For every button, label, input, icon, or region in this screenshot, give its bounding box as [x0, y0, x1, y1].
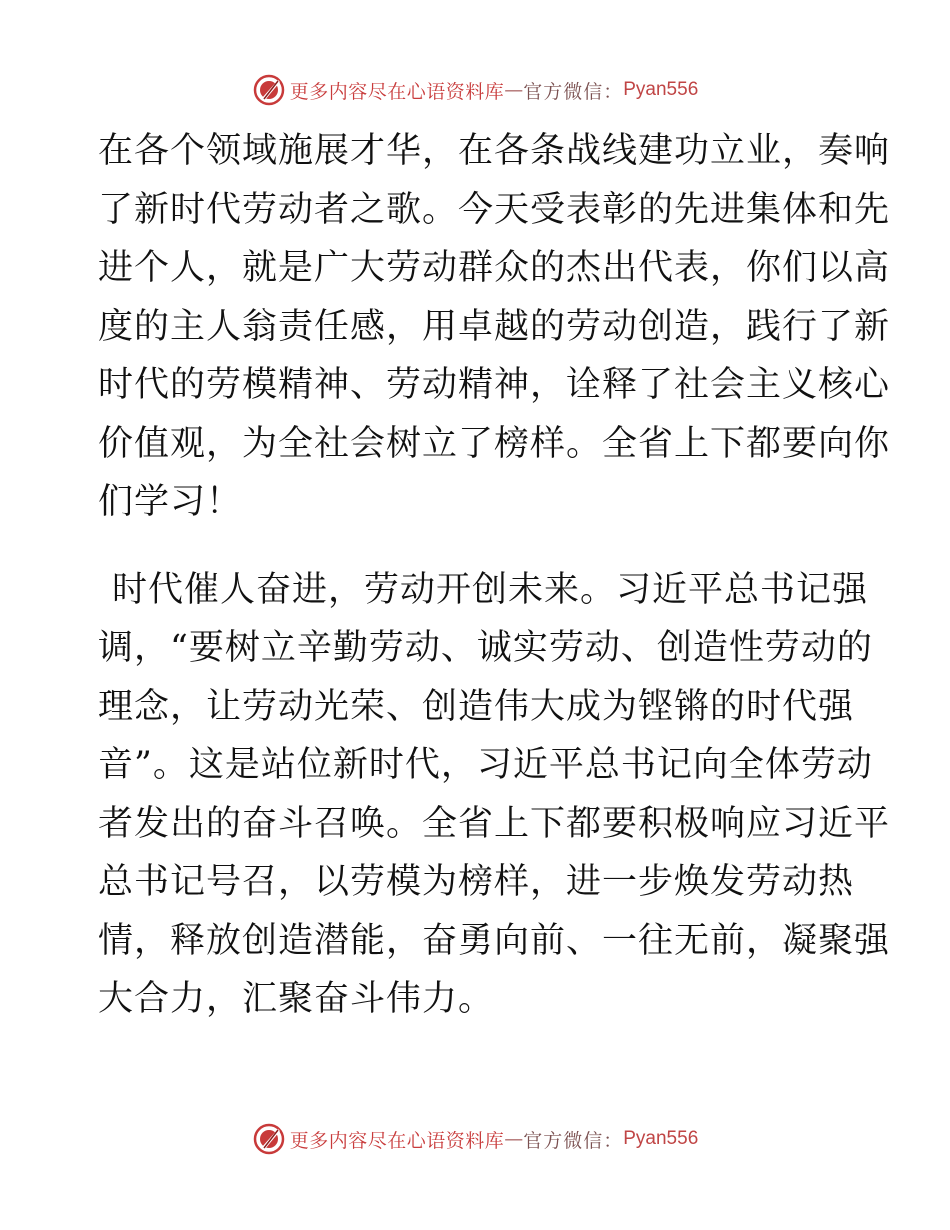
paragraph-2: [98, 561, 891, 1029]
text-line: 们学习！: [98, 482, 243, 522]
text-line: 者发出的奋斗召唤。全省上下都要积极响应习近平: [98, 803, 891, 844]
watermark-handle: Pyan556: [623, 1128, 699, 1149]
text-line: 调，“要树立辛勤劳动、诚实劳动、创造性劳动的: [98, 628, 873, 668]
text-line: 时代催人奋进，劳动开创未来。习近平总书记强: [112, 569, 869, 610]
text-line: 度的主人翁责任感，用卓越的劳动创造，践行了新: [98, 306, 891, 347]
watermark-main-text: 更多内容尽在心语资料库: [289, 1129, 505, 1152]
watermark-handle: Pyan556: [623, 79, 699, 100]
watermark-sub-text: 官方微信：: [523, 1129, 624, 1152]
watermark-main-text: 更多内容尽在心语资料库: [289, 80, 505, 103]
text-line: 大合力，汇聚奋斗伟力。: [98, 979, 495, 1019]
text-line: 理念，让劳动光荣、创造伟大成为铿锵的时代强: [98, 686, 855, 727]
text-line: 时代的劳模精神、劳动精神，诠释了社会主义核心: [98, 365, 891, 405]
text-line: 了新时代劳动者之歌。今天受表彰的先进集体和先: [98, 189, 891, 230]
text-line: 进个人，就是广大劳动群众的杰出代表，你们以高: [98, 248, 891, 288]
paragraph-1: [98, 122, 891, 532]
watermark-separator: —: [504, 79, 524, 101]
watermark-sub-text: 官方微信：: [523, 80, 624, 103]
quill-seal-icon: [252, 1122, 286, 1156]
text-line: 音”。这是站位新时代，习近平总书记向全体劳动: [98, 745, 873, 785]
text-line: 情，释放创造潜能，奋勇向前、一往无前，凝聚强: [98, 920, 891, 961]
header-watermark: [0, 72, 950, 108]
quill-seal-icon: [252, 73, 286, 107]
footer-watermark: [0, 1121, 950, 1157]
document-body: [98, 122, 891, 1029]
watermark-separator: —: [504, 1128, 524, 1150]
text-line: 价值观，为全社会树立了榜样。全省上下都要向你: [98, 423, 891, 464]
text-line: 在各个领域施展才华，在各条战线建功立业，奏响: [98, 131, 891, 171]
text-line: 总书记号召，以劳模为榜样，进一步焕发劳动热: [98, 862, 855, 902]
